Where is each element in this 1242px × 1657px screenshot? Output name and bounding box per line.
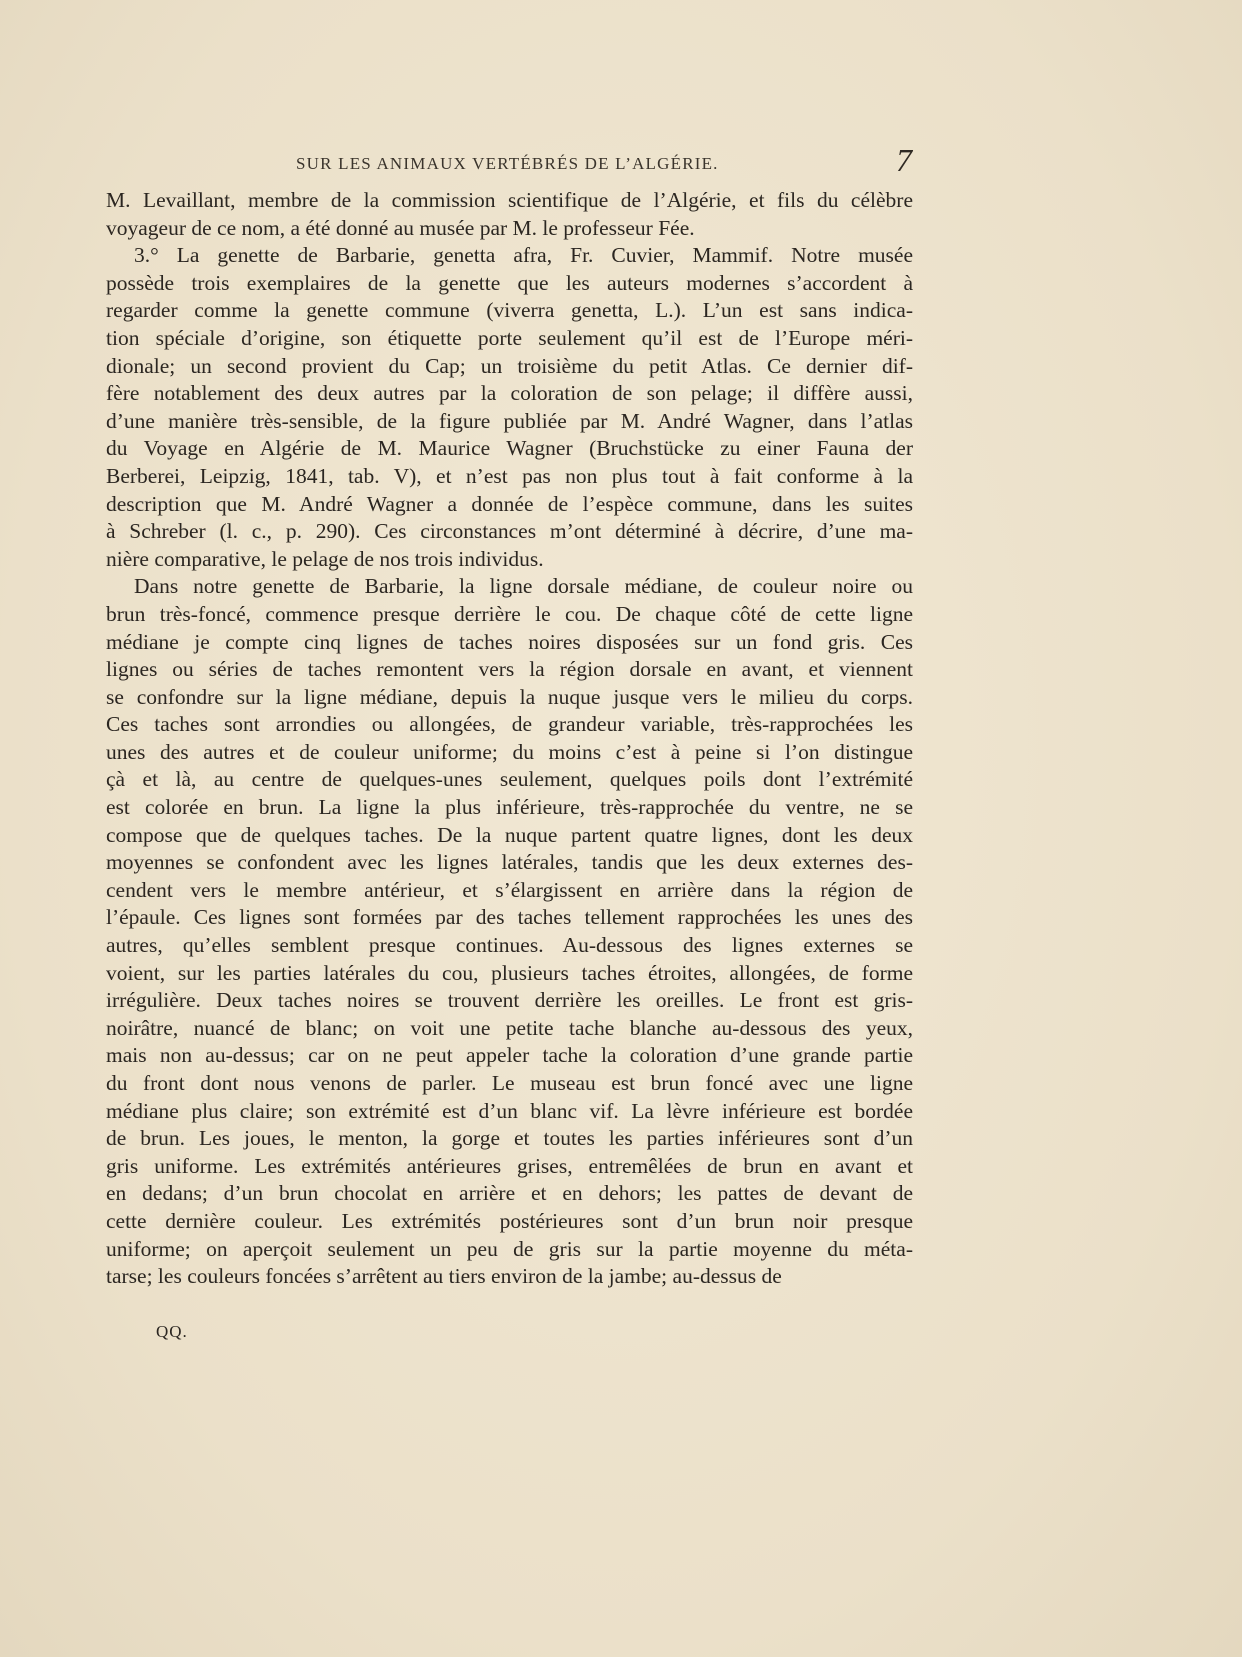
text-line: noirâtre, nuancé de blanc; on voit une petite tache blanche au-dessous des yeux, xyxy=(106,1015,913,1040)
text-line: d’une manière très-sensible, de la figure publiée par M. André Wagner, dans l’atlas xyxy=(106,408,913,433)
text-line: irrégulière. Deux taches noires se trouvent derrière les oreilles. Le front est gris- xyxy=(106,988,913,1013)
text-line: en dedans; d’un brun chocolat en arrière et en dehors; les pattes de devant de xyxy=(106,1181,913,1206)
text-line: médiane je compte cinq lignes de taches noires disposées sur un fond gris. Ces xyxy=(106,629,913,654)
body-text xyxy=(106,187,913,1291)
text-line: description que M. André Wagner a donnée de l’espèce commune, dans les suites xyxy=(106,491,913,516)
text-line: se confondre sur la ligne médiane, depuis la nuque jusque vers le milieu du corps. xyxy=(106,684,913,709)
text-line: 3.° La genette de Barbarie, genetta afra, Fr. Cuvier, Mammif. Notre musée xyxy=(134,243,913,268)
text-line: gris uniforme. Les extrémités antérieures grises, entremêlées de brun en avant et xyxy=(106,1153,913,1178)
page-number: 7 xyxy=(896,142,912,178)
text-line: l’épaule. Ces lignes sont formées par des taches tellement rapprochées les unes des xyxy=(106,905,913,930)
text-line: fère notablement des deux autres par la coloration de son pelage; il diffère aussi, xyxy=(106,381,913,406)
running-title: SUR LES ANIMAUX VERTÉBRÉS DE L’ALGÉRIE. xyxy=(296,154,719,173)
text-line: Dans notre genette de Barbarie, la ligne dorsale médiane, de couleur noire ou xyxy=(134,574,913,599)
text-line: possède trois exemplaires de la genette que les auteurs modernes s’accordent à xyxy=(106,270,913,295)
text-line: M. Levaillant, membre de la commission scientifique de l’Algérie, et fils du célèbre xyxy=(106,188,913,212)
text-line: uniforme; on aperçoit seulement un peu de gris sur la partie moyenne du méta- xyxy=(106,1236,913,1261)
text-line: nière comparative, le pelage de nos trois individus. xyxy=(106,546,544,571)
text-line: voient, sur les parties latérales du cou, plusieurs taches étroites, allongées, de forme xyxy=(106,960,913,985)
text-line: médiane plus claire; son extrémité est d’un blanc vif. La lèvre inférieure est bordée xyxy=(106,1098,913,1123)
text-line: cette dernière couleur. Les extrémités postérieures sont d’un brun noir presque xyxy=(106,1208,913,1233)
text-line: moyennes se confondent avec les lignes latérales, tandis que les deux externes des- xyxy=(106,850,913,875)
text-line: unes des autres et de couleur uniforme; du moins c’est à peine si l’on distingue xyxy=(106,739,913,764)
text-line: Ces taches sont arrondies ou allongées, de grandeur variable, très-rapprochées les xyxy=(106,712,913,737)
text-line: est colorée en brun. La ligne la plus inférieure, très-rapprochée du ventre, ne se xyxy=(106,795,913,820)
text-line: compose que de quelques taches. De la nuque partent quatre lignes, dont les deux xyxy=(106,822,913,847)
text-line: cendent vers le membre antérieur, et s’élargissent en arrière dans la région de xyxy=(106,877,913,902)
text-line: du front dont nous venons de parler. Le museau est brun foncé avec une ligne xyxy=(106,1071,913,1095)
text-line: tarse; les couleurs foncées s’arrêtent au tiers environ de la jambe; au-dessus de xyxy=(106,1264,782,1289)
text-line: de brun. Les joues, le menton, la gorge et toutes les parties inférieures sont d’un xyxy=(106,1126,913,1151)
text-line: tion spéciale d’origine, son étiquette porte seulement qu’il est de l’Europe méri- xyxy=(106,325,913,350)
text-line: çà et là, au centre de quelques-unes seulement, quelques poils dont l’extrémité xyxy=(106,767,913,792)
text-line: lignes ou séries de taches remontent vers la région dorsale en avant, et viennent xyxy=(106,657,913,682)
text-line: brun très-foncé, commence presque derrière le cou. De chaque côté de cette ligne xyxy=(106,601,913,626)
text-line: à Schreber (l. c., p. 290). Ces circonstances m’ont déterminé à décrire, d’une ma- xyxy=(106,519,913,544)
text-line: Berberei, Leipzig, 1841, tab. V), et n’est pas non plus tout à fait conforme à la xyxy=(106,463,913,488)
signature-mark: QQ. xyxy=(156,1322,188,1341)
text-line: voyageur de ce nom, a été donné au musée par M. le professeur Fée. xyxy=(106,215,695,240)
text-line: du Voyage en Algérie de M. Maurice Wagner (Bruchstücke zu einer Fauna der xyxy=(106,436,913,461)
text-line: regarder comme la genette commune (viverra genetta, L.). L’un est sans indica- xyxy=(106,298,913,323)
text-line: autres, qu’elles semblent presque continues. Au-dessous des lignes externes se xyxy=(106,933,913,958)
text-line: dionale; un second provient du Cap; un troisième du petit Atlas. Ce dernier dif- xyxy=(106,353,913,378)
page-header xyxy=(106,142,912,186)
text-line: mais non au-dessus; car on ne peut appeler tache la coloration d’une grande partie xyxy=(106,1043,913,1068)
